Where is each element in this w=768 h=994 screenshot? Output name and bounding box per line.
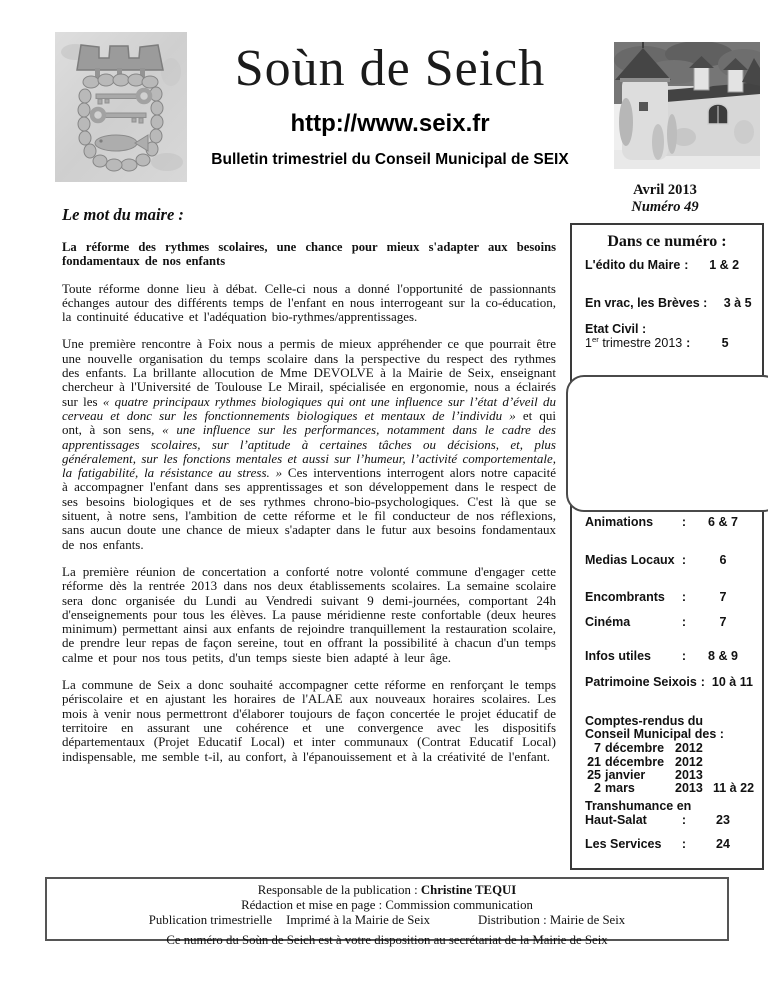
empty-rounded-box — [566, 375, 768, 512]
bulletin-title: Soùn de Seich — [234, 40, 546, 97]
toc-item-council-reports: Comptes-rendus du Conseil Municipal des : 7 décembre 2012 21 décembre 2012 25 janvier 2013 2 mars 2013 11 à 22 — [585, 714, 755, 796]
toc-item-services: Les Services : 24 — [585, 837, 730, 851]
editorial-paragraph-1: Toute réforme donne lieu à débat. Celle-ci nous a donné l'opportunité de passionnants échanges autour des différents temps de l'enfant en nous interrogeant sur la co-éducation, la continuité éducative et l'adéquation bio-rythmes/apprentissages. — [62, 280, 556, 325]
mayor-editorial — [62, 240, 556, 764]
issue-date: Avril 2013 — [633, 182, 697, 198]
toc-item-patrimoine: Patrimoine Seixois : 10 à 11 — [585, 675, 753, 689]
editorial-paragraph-3: La première réunion de concertation a conforté notre volonté commune d'engager cette réforme dès la rentrée 2013 dans nos deux établissements scolaires. La semaine scolaire sera donc organisée du Lundi au Vendredi suivant 9 demi-journées, comportant 24h d'enseignements pour tous les élèves. La pause méridienne reste confortable (deux heures minimum) permettant ainsi aux enfants de rejoindre tranquillement la restauration scolaire, de prendre leur repas de façon sereine, tout en offrant la possibilité à chacun d'un temps calme et pour nos tous petits, d'un temps sieste bien adapté à leur âge. — [62, 563, 556, 665]
publication-responsible: Responsable de la publication : Christine TEQUI — [257, 883, 517, 897]
editorial-paragraph-2: Une première rencontre à Foix nous a permis de mieux appréhender ce que pourrait être une nouvelle organisation du temps scolaire dans la perspective du respect des rythmes des enfants. La brillante allocution de Mme DEVOLVE à la Mairie de Seix, enseignant chercheur à l'Université de Toulouse Le Mirail, spécialisée en ergonomie, nous a éclairés sur les « quatre principaux rythmes biologiques qui ont une influence sur l’état d’éveil du cerveau et donc sur les fonctionnements biologiques et mentaux de l’individu » et qui ont, à son sens, « une influence sur les performances, notamment dans le cadre des apprentissages scolaires, sur l’aptitude à certaines tâches ou décisions, et, plus généralement, sur les fonctions mentales et aussi sur l’humeur, l’activité comportementale, la fatigabilité, la résistance au stress. » Ces interventions interrogent alors notre capacité à accompagner l'enfant dans ses apprentissages et son développement dans le respect de ses besoins biologiques et de ses rythmes chrono-bio-psychologiques. C'est là que se situent, à notre sens, l'ambition de cette réforme et le fil conducteur de nos réflexions, sans aucun doute une chance de mieux s'adapter dans le futur aux besoins fondamentaux de nos enfants. — [62, 336, 557, 552]
council-date-row: 2 mars 2013 11 à 22 — [594, 781, 755, 796]
section-heading: Le mot du maire : — [62, 205, 184, 224]
publication-availability: Ce numéro du Soùn de Seich est à votre disposition au secrétariat de la Mairie de Seix — [166, 933, 608, 947]
bulletin-subtitle: Bulletin trimestriel du Conseil Municipal de SEIX — [211, 151, 569, 168]
toc-item-medias: Medias Locaux : 6 — [585, 553, 727, 567]
council-date-row: 21 décembre 2012 — [587, 754, 703, 769]
toc-item-breves: En vrac, les Brèves : 3 à 5 — [585, 296, 752, 310]
toc-box — [570, 223, 764, 870]
publication-print-info: Publication trimestrielle Imprimé à la Mairie de Seix Distribution : Mairie de Seix — [148, 913, 626, 927]
castle-photo-graphic — [614, 42, 760, 169]
toc-item-etat-civil: Etat Civil : 1er trimestre 2013 : 5 — [585, 322, 729, 350]
coat-of-arms-image — [55, 32, 187, 182]
toc-item-animations: Animations : 6 & 7 — [585, 515, 738, 529]
publication-box — [45, 877, 729, 947]
editorial-paragraph-4: La commune de Seix a donc souhaité accompagner cette réforme en renforçant le temps périscolaire et en ajustant les horaires de l'ALAE aux nouveaux horaires scolaires. Les mois à venir nous permettront d'élaborer toujours de façon concertée le projet éducatif de territoire en assurant une cohérence et une convergence avec les dispositifs départementaux (Projet Educatif Local) et inter communaux (Contrat Educatif Local) indispensable, me semble t-il, au confort, à l'épanouissement et à la créativité de l'enfant. — [62, 677, 556, 764]
council-date-row: 25 janvier 2013 — [587, 767, 703, 782]
publication-redaction: Rédaction et mise en page : Commission communication — [241, 898, 533, 912]
website-url: http://www.seix.fr — [290, 110, 490, 137]
toc-item-edito: L'édito du Maire : 1 & 2 — [585, 258, 740, 272]
castle-photo — [614, 42, 760, 169]
council-date-row: 7 décembre 2012 — [594, 741, 703, 756]
coat-of-arms-graphic — [55, 32, 187, 182]
toc-heading: Dans ce numéro : — [607, 233, 727, 250]
toc-item-encombrants: Encombrants : 7 — [585, 590, 727, 604]
toc-item-transhumance: Transhumance en Haut-Salat : 23 — [585, 799, 730, 827]
toc-item-cinema: Cinéma : 7 — [585, 615, 727, 629]
toc-item-infos: Infos utiles : 8 & 9 — [585, 649, 738, 663]
editorial-headline: La réforme des rythmes scolaires, une chance pour mieux s'adapter aux besoins fondamentaux de nos enfants — [62, 240, 556, 269]
masthead — [190, 40, 590, 169]
issue-number: Numéro 49 — [631, 199, 699, 215]
issue-block — [585, 182, 745, 216]
